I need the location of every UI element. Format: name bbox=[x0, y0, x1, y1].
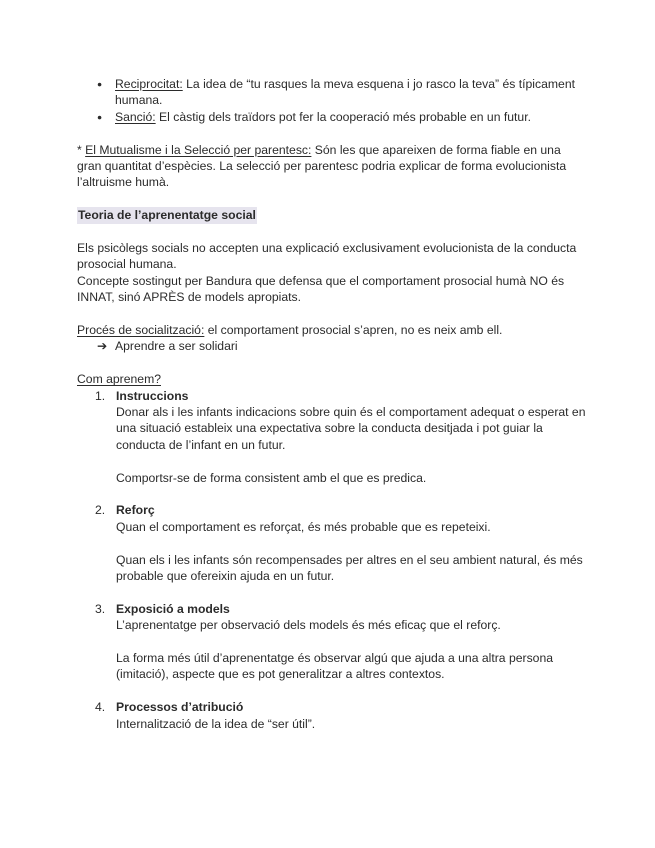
intro-line-1: Els psicòlegs socials no accepten una explicació exclusivament evolucionista de la conducta prosocial humana. bbox=[77, 241, 577, 272]
intro-line-2: Concepte sostingut per Bandura que defensa que el comportament prosocial humà NO és INNAT, sinó APRÈS de models apropiats. bbox=[77, 273, 565, 305]
list-item-exposicio bbox=[77, 601, 587, 683]
bullet-list bbox=[77, 76, 587, 125]
section-heading: Teoria de l’aprenentatge social bbox=[78, 208, 256, 223]
socialization-paragraph bbox=[77, 322, 587, 338]
list-item-paragraph: La forma més útil d’aprenentatge és observar algú que ajuda a una altra persona (imitació), aspecte que es pot generalitzar a altres contextos. bbox=[116, 651, 554, 682]
bullet-item-reciprocitat bbox=[97, 76, 587, 109]
list-item-instruccions bbox=[77, 388, 587, 486]
section-heading-wrap bbox=[77, 207, 587, 223]
arrow-right-icon: ➔ bbox=[97, 339, 108, 354]
list-number: 4. bbox=[95, 700, 106, 715]
arrow-item bbox=[77, 338, 587, 354]
socialization-text: el comportament prosocial s’apren, no es neix amb ell. bbox=[204, 323, 503, 338]
bullet-text: La idea de “tu rasques la meva esquena i jo rasco la teva” és típicament humana. bbox=[115, 77, 575, 108]
bullet-term: Sanció: bbox=[115, 109, 156, 124]
list-item-paragraph: Internalització de la idea de “ser útil”. bbox=[116, 716, 316, 731]
list-number: 3. bbox=[95, 601, 106, 616]
list-number: 1. bbox=[95, 388, 106, 403]
list-item-paragraph: L’aprenentatge per observació dels models és més eficaç que el reforç. bbox=[116, 618, 501, 633]
bullet-text: El càstig dels traïdors pot fer la cooperació més probable en un futur. bbox=[155, 109, 531, 124]
list-item-title: Instruccions bbox=[116, 388, 189, 403]
mutualism-paragraph bbox=[77, 142, 587, 191]
list-item-title: Exposició a models bbox=[116, 601, 230, 616]
bullet-item-sancio bbox=[97, 109, 587, 125]
mutualism-prefix: * bbox=[77, 142, 86, 157]
list-item-reforc bbox=[77, 502, 587, 584]
list-item-paragraph: Donar als i les infants indicacions sobre quin és el comportament adequat o esperat en una situació estableix una expectativa sobre la conducta desitjada i pot guiar la conducta de l’infant en un futur. bbox=[116, 405, 586, 452]
list-item-paragraph: Quan els i les infants són recompensades per altres en el seu ambient natural, és més probable que ofereixin ajuda en un futur. bbox=[116, 552, 583, 584]
list-item-paragraph: Comportsr-se de forma consistent amb el que es predica. bbox=[116, 470, 427, 485]
list-item-atribucio bbox=[77, 699, 587, 732]
numbered-list bbox=[77, 388, 587, 732]
list-item-title: Reforç bbox=[116, 503, 155, 518]
bullet-term: Reciprocitat: bbox=[115, 77, 183, 91]
how-heading: Com aprenem? bbox=[77, 372, 161, 387]
mutualism-text: Són les que apareixen de forma fiable en una gran quantitat d’espècies. La selecció per parentesc podria explicar de forma evolucionista l’altruisme humà. bbox=[77, 142, 567, 190]
list-item-paragraph: Quan el comportament es reforçat, és més probable que es repeteixi. bbox=[116, 519, 491, 534]
list-number: 2. bbox=[95, 503, 106, 518]
arrow-item-text: Aprendre a ser solidari bbox=[115, 339, 238, 354]
socialization-term: Procés de socialització: bbox=[77, 323, 205, 338]
mutualism-term: El Mutualisme i la Selecció per parentesc: bbox=[85, 142, 312, 157]
how-heading-wrap bbox=[77, 371, 587, 387]
list-item-title: Processos d’atribució bbox=[116, 700, 244, 715]
